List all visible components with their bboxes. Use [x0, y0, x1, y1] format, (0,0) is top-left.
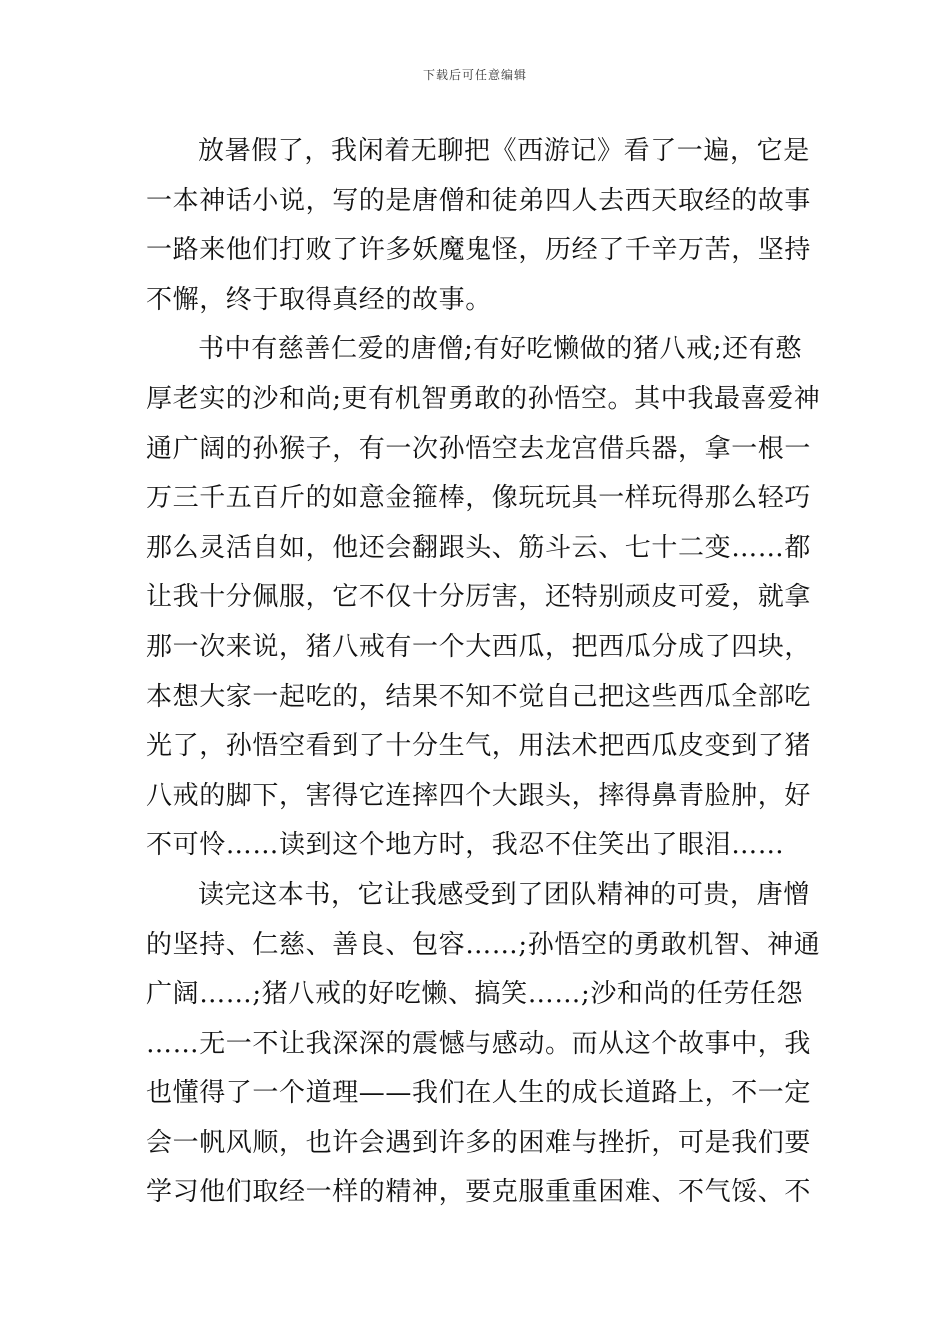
- paragraph-2-line: 八戒的脚下，害得它连摔四个大跟头，摔得鼻青脸肿，好: [146, 780, 812, 811]
- paragraph-2-line: 让我十分佩服，它不仅十分厉害，还特别顽皮可爱，就拿: [146, 582, 812, 613]
- paragraph-2-line: 光了，孙悟空看到了十分生气，用法术把西瓜皮变到了猪: [146, 731, 812, 762]
- paragraph-1-line: 放暑假了，我闲着无聊把《西游记》看了一遍，它是: [198, 136, 810, 166]
- paragraph-1-line: 不懈，终于取得真经的故事。: [146, 284, 492, 315]
- paragraph-2-line: 万三千五百斤的如意金箍棒，像玩玩具一样玩得那么轻巧: [146, 483, 812, 514]
- paragraph-2-line: 通广阔的孙猴子，有一次孙悟空去龙宫借兵器，拿一根一: [146, 433, 812, 464]
- paragraph-3-line: 读完这本书，它让我感受到了团队精神的可贵，唐憎: [198, 879, 810, 910]
- paragraph-2-line: 那么灵活自如，他还会翻跟头、筋斗云、七十二变……都: [146, 532, 812, 563]
- paragraph-2-line: 本想大家一起吃的，结果不知不觉自己把这些西瓜全部吃: [146, 681, 812, 712]
- paragraph-1-line: 一本神话小说，写的是唐僧和徒弟四人去西天取经的故事: [146, 185, 812, 216]
- paragraph-3-line: 学习他们取经一样的精神，要克服重重困难、不气馁、不: [146, 1177, 812, 1208]
- paragraph-2-line: 厚老实的沙和尚;更有机智勇敢的孙悟空。其中我最喜爱神: [146, 383, 821, 414]
- paragraph-2-line: 那一次来说，猪八戒有一个大西瓜，把西瓜分成了四块，: [146, 631, 812, 662]
- paragraph-2-line: 书中有慈善仁爱的唐僧;有好吃懒做的猪八戒;还有憨: [198, 334, 802, 365]
- paragraph-1-line: 一路来他们打败了许多妖魔鬼怪，历经了千辛万苦，坚持: [146, 235, 812, 266]
- paragraph-3-line: 的坚持、仁慈、善良、包容……;孙悟空的勇敢机智、神通: [146, 929, 821, 960]
- paragraph-3-line: 广阔……;猪八戒的好吃懒、搞笑……;沙和尚的任劳任怨: [146, 979, 804, 1010]
- paragraph-3-line: ……无一不让我深深的震憾与感动。而从这个故事中，我: [146, 1028, 812, 1059]
- body-text: [146, 127, 821, 1218]
- paragraph-2-line: 不可怜……读到这个地方时，我忍不住笑出了眼泪……: [146, 830, 785, 861]
- header-note: 下载后可任意编辑: [422, 68, 527, 82]
- paragraph-3-line: 会一帆风顺，也许会遇到许多的困难与挫折，可是我们要: [146, 1127, 812, 1158]
- paragraph-3-line: 也懂得了一个道理——我们在人生的成长道路上，不一定: [146, 1078, 812, 1109]
